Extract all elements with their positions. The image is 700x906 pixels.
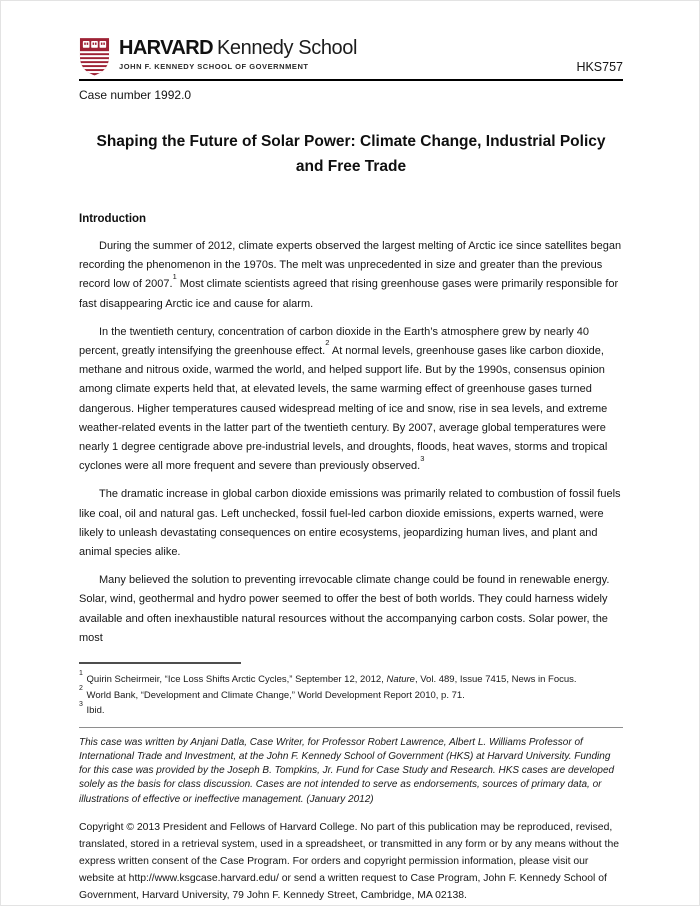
superscript-footnote-ref: 1 (172, 271, 177, 281)
body-paragraph: In the twentieth century, concentration of carbon dioxide in the Earth’s atmosphere grew by nearly 40 percent, greatly intensifying the greenhouse effect.$^2$ At normal levels, greenhouse gases like carbon dioxide, methane and nitrous oxide, warmed the world, and helped support life. But by the 1990s, consensus opinion among climate experts held that, at elevated levels, the same warming effect of greenhouse gases turned dangerous. Higher temperatures caused widespread melting of ice and snow, rise in sea levels, and extreme weather-related events in the latter part of the twentieth century. By 2007, average global temperatures were nearly 1 degree centigrade above pre-industrial levels, and droughts, floods, heat waves, storms and tropical cyclones were all more frequent and severe than previously observed.$^3$ (79, 325, 608, 473)
title-line-1: Shaping the Future of Solar Power: Climate Change, Industrial Policy (96, 133, 606, 150)
body-paragraph: The dramatic increase in global carbon dioxide emissions was primarily related to combustion of fossil fuels like coal, oil and natural gas. Left unchecked, fossil fuel-led carbon dioxide emissions, experts warned, were likely to unleash devastating consequences on entire ecosystems, jeopardizing human lives, and plant and animal species alike. (79, 488, 621, 559)
body-paragraph: Many believed the solution to preventing irrevocable climate change could be found in renewable energy. Solar, wind, geothermal and hydro power seemed to offer the best of both worlds. They could harness widely available and often inexhaustible natural resources without the accompanying carbon costs. Solar power, the most (79, 574, 610, 644)
section-heading-introduction: Introduction (79, 213, 147, 225)
header-bar (79, 37, 623, 76)
footnote-separator (79, 662, 241, 664)
harvard-kennedy-school-logo (79, 37, 357, 76)
course-code: HKS757 (576, 60, 623, 74)
header-rule (79, 79, 623, 81)
attribution-note: This case was written by Anjani Datla, Case Writer, for Professor Robert Lawrence, Albert L. Williams Professor of International Trade and Investment, at the John F. Kennedy School of Government (HKS) at Harvard University. Funding for this case was provided by the Joseph B. Tompkins, Jr. Fund for Case Study and Research. HKS cases are developed solely as the basis for class discussion. Cases are not intended to serve as endorsements, sources of primary data, or illustrations of effective or ineffective management. (January 2012) (79, 736, 615, 805)
footnote-item: $^3$ Ibid. (79, 700, 105, 717)
logo-subtitle: JOHN F. KENNEDY SCHOOL OF GOVERNMENT (119, 62, 309, 71)
footnote-marker: 3 (79, 700, 83, 708)
title-line-2: and Free Trade (295, 158, 407, 175)
superscript-footnote-ref: 3 (420, 453, 425, 463)
footnote-item: $^2$ World Bank, “Development and Climate Change,” World Development Report 2010, p. 71. (79, 685, 465, 701)
footnote-marker: 2 (79, 685, 83, 693)
footnote-block (79, 662, 623, 719)
footnote-item: $^1$ Quirin Scheirmeir, “Ice Loss Shifts Arctic Cycles,” September 12, 2012, Nature, Vol. 489, Issue 7415, News in Focus. (79, 669, 577, 686)
copyright-notice: Copyright © 2013 President and Fellows of Harvard College. No part of this publication may be reproduced, revised, translated, stored in a retrieval system, used in a spreadsheet, or transmitted in any form or by any means without the express written consent of the Case Program. For orders and copyright permission information, please visit our website at http://www.ksgcase.harvard.edu/ or send a written request to Case Program, John F. Kennedy School of Government, Harvard University, 79 John F. Kennedy Street, Cambridge, MA 02138. (79, 822, 619, 902)
document-title (79, 129, 623, 179)
shield-books (83, 41, 106, 48)
body-paragraphs (79, 237, 623, 648)
superscript-footnote-ref: 2 (325, 338, 330, 348)
footnote-marker: 1 (79, 669, 83, 677)
logo-text-harvard: HARVARD (119, 37, 213, 59)
italic-text: Nature (386, 674, 415, 686)
footnotes (79, 669, 623, 719)
harvard-shield-icon (79, 37, 110, 76)
case-number: Case number 1992.0 (79, 88, 192, 102)
logo-wordmark (119, 37, 357, 71)
logo-text-kennedy-school: Kennedy School (216, 37, 358, 59)
body-paragraph: During the summer of 2012, climate experts observed the largest melting of Arctic ice since satellites began recording the phenomenon in the 1970s. The melt was unprecedented in size and greater than the previous record low of 2007.$^1$ Most climate scientists agreed that rising greenhouse gases were primarily responsible for fast disappearing Arctic ice and cause for alarm. (79, 240, 622, 310)
attribution-divider (79, 727, 623, 728)
